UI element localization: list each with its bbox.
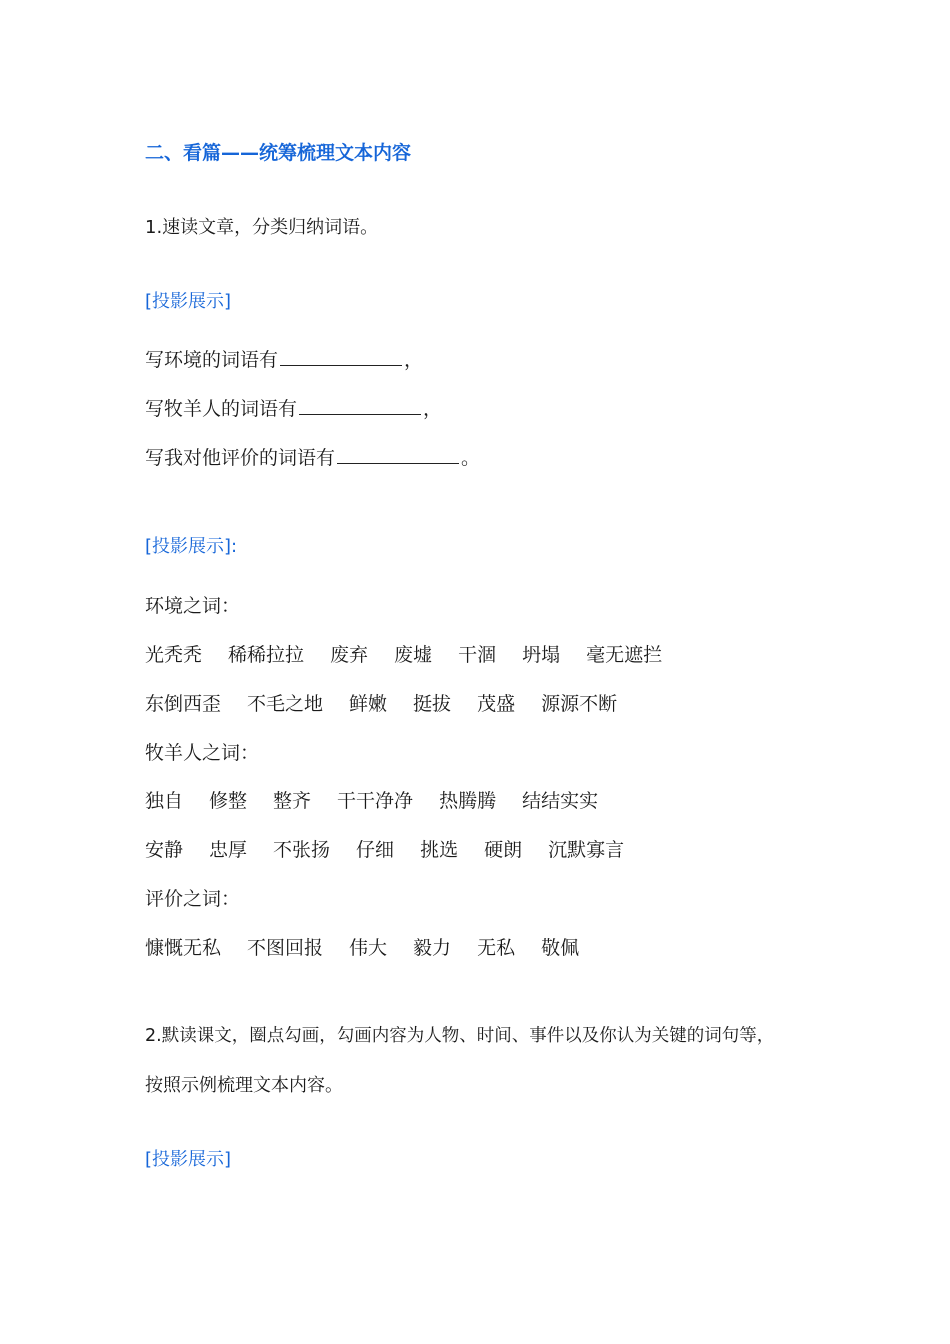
fill-prefix: 写环境的词语有 bbox=[145, 349, 279, 371]
word: 挑选 bbox=[420, 839, 459, 861]
word: 无私 bbox=[477, 937, 516, 959]
shepherd-label: 牧羊人之词： bbox=[145, 742, 260, 764]
evaluation-label: 评价之词： bbox=[145, 888, 241, 910]
shepherd-words-row-2 bbox=[145, 835, 650, 862]
fill-line-shepherd bbox=[145, 394, 442, 421]
env-label: 环境之词： bbox=[145, 595, 241, 617]
fill-line-evaluation bbox=[145, 443, 480, 470]
word: 不张扬 bbox=[273, 839, 331, 861]
word: 修整 bbox=[209, 790, 248, 812]
fill-blank bbox=[280, 347, 402, 366]
word: 不图回报 bbox=[247, 937, 324, 959]
word: 独自 bbox=[145, 790, 184, 812]
word: 挺拔 bbox=[413, 693, 452, 715]
evaluation-words-row bbox=[145, 933, 605, 960]
word: 废弃 bbox=[330, 644, 369, 666]
word: 源源不断 bbox=[541, 693, 618, 715]
word: 茂盛 bbox=[477, 693, 516, 715]
fill-suffix: ， bbox=[423, 398, 443, 420]
word: 干涸 bbox=[458, 644, 497, 666]
word: 鲜嫩 bbox=[349, 693, 388, 715]
question-2-line-2: 按照示例梳理文本内容。 bbox=[145, 1075, 343, 1096]
fill-suffix: 。 bbox=[461, 447, 481, 469]
fill-blank bbox=[299, 396, 421, 415]
word: 硬朗 bbox=[484, 839, 523, 861]
word: 光秃秃 bbox=[145, 644, 203, 666]
word: 慷慨无私 bbox=[145, 937, 222, 959]
word: 毅力 bbox=[413, 937, 452, 959]
word: 东倒西歪 bbox=[145, 693, 222, 715]
question-1: 1.速读文章，分类归纳词语。 bbox=[145, 217, 379, 238]
projection-label-2: [投影展示]: bbox=[145, 536, 238, 557]
shepherd-words-row-1 bbox=[145, 786, 624, 813]
section-heading: 二、看篇——统筹梳理文本内容 bbox=[145, 142, 412, 164]
env-words-row-2 bbox=[145, 689, 643, 716]
fill-prefix: 写牧羊人的词语有 bbox=[145, 398, 298, 420]
word: 沉默寡言 bbox=[548, 839, 625, 861]
word: 稀稀拉拉 bbox=[228, 644, 305, 666]
word: 干干净净 bbox=[337, 790, 414, 812]
word: 坍塌 bbox=[522, 644, 561, 666]
word: 废墟 bbox=[394, 644, 433, 666]
word: 伟大 bbox=[349, 937, 388, 959]
fill-suffix: ， bbox=[404, 349, 424, 371]
word: 热腾腾 bbox=[439, 790, 497, 812]
word: 整齐 bbox=[273, 790, 312, 812]
projection-label-3: [投影展示] bbox=[145, 1149, 232, 1170]
word: 仔细 bbox=[356, 839, 395, 861]
question-2-line-1: 2.默读课文，圈点勾画，勾画内容为人物、时间、事件以及你认为关键的词句等， bbox=[145, 1026, 775, 1046]
word: 忠厚 bbox=[209, 839, 248, 861]
fill-prefix: 写我对他评价的词语有 bbox=[145, 447, 336, 469]
word: 安静 bbox=[145, 839, 184, 861]
word: 不毛之地 bbox=[247, 693, 324, 715]
projection-label-1: [投影展示] bbox=[145, 291, 232, 312]
env-words-row-1 bbox=[145, 640, 688, 667]
word: 结结实实 bbox=[522, 790, 599, 812]
word: 敬佩 bbox=[541, 937, 580, 959]
fill-line-environment bbox=[145, 345, 423, 372]
fill-blank bbox=[337, 445, 459, 464]
word: 毫无遮拦 bbox=[586, 644, 663, 666]
